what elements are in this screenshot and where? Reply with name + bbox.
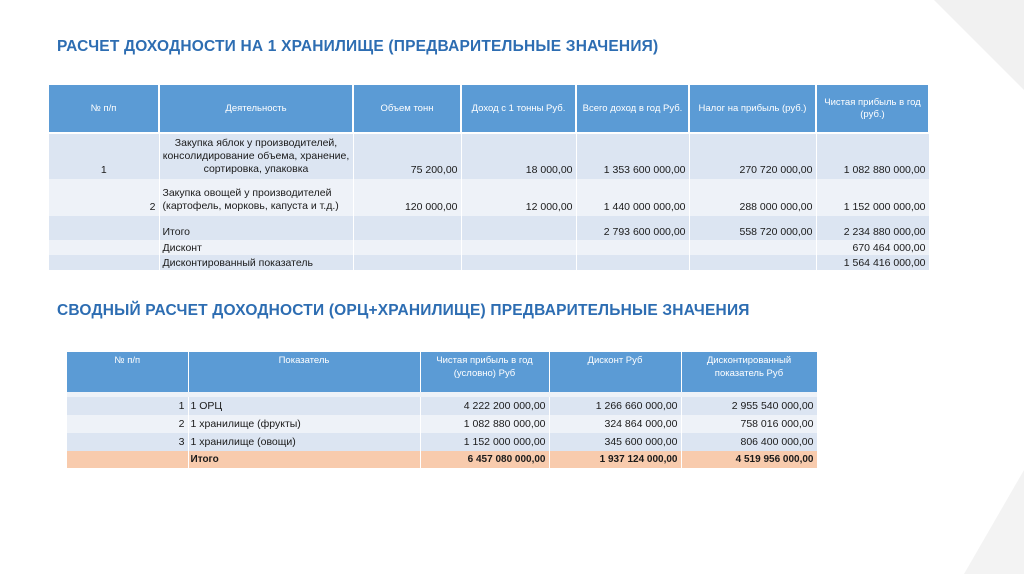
- tax-cell: 270 720 000,00: [689, 133, 816, 179]
- header-cell: Объем тонн: [353, 85, 461, 133]
- summary-table: [67, 352, 818, 468]
- total-label: Итого: [188, 451, 420, 468]
- discounted-row: [49, 255, 929, 270]
- total-row: [49, 216, 929, 240]
- header-cell: № п/п: [67, 352, 188, 392]
- table-header-row: [49, 85, 929, 133]
- indicator-cell: 1 хранилище (овощи): [188, 433, 420, 451]
- total-income-cell: 2 793 600 000,00: [576, 216, 689, 240]
- indicator-cell: 1 ОРЦ: [188, 397, 420, 415]
- volume-cell: 120 000,00: [353, 179, 461, 216]
- header-cell: Дисконт Руб: [549, 352, 681, 392]
- total-income-cell: 1 353 600 000,00: [576, 133, 689, 179]
- header-cell: Доход с 1 тонны Руб.: [461, 85, 576, 133]
- table-row: [67, 415, 817, 433]
- discount-row: [49, 240, 929, 255]
- profit-cell: 4 222 200 000,00: [420, 397, 549, 415]
- header-cell: Всего доход в год Руб.: [576, 85, 689, 133]
- slide-title-2: СВОДНЫЙ РАСЧЕТ ДОХОДНОСТИ (ОРЦ+ХРАНИЛИЩЕ) ПРЕДВАРИТЕЛЬНЫЕ ЗНАЧЕНИЯ: [57, 302, 750, 319]
- header-cell: Деятельность: [159, 85, 353, 133]
- row-number: 2: [67, 415, 188, 433]
- profit-cell: 1 152 000 000,00: [420, 433, 549, 451]
- activity-cell: Закупка овощей у производителей (картофель, морковь, капуста и т.д.): [159, 179, 353, 216]
- discounted-value: 1 564 416 000,00: [816, 255, 929, 270]
- table-row: [49, 133, 929, 179]
- net-profit-cell: 1 152 000 000,00: [816, 179, 929, 216]
- slide-title-1: РАСЧЕТ ДОХОДНОСТИ НА 1 ХРАНИЛИЩЕ (ПРЕДВАРИТЕЛЬНЫЕ ЗНАЧЕНИЯ): [57, 38, 659, 55]
- header-cell: Налог на прибыль (руб.): [689, 85, 816, 133]
- header-cell: Дисконтированный показатель Руб: [681, 352, 817, 392]
- header-cell: Показатель: [188, 352, 420, 392]
- discount-label: Дисконт: [159, 240, 353, 255]
- storage-profit-table: [49, 85, 930, 270]
- activity-cell: Закупка яблок у производителей, консолидирование объема, хранение, сортировка, упаковка: [159, 133, 353, 179]
- discount-value: 670 464 000,00: [816, 240, 929, 255]
- discounted-cell: 4 519 956 000,00: [681, 451, 817, 468]
- header-cell: Чистая прибыль в год (руб.): [816, 85, 929, 133]
- tax-cell: 288 000 000,00: [689, 179, 816, 216]
- table-row: [49, 179, 929, 216]
- table-row: [67, 433, 817, 451]
- profit-cell: 1 082 880 000,00: [420, 415, 549, 433]
- profit-cell: 6 457 080 000,00: [420, 451, 549, 468]
- header-cell: Чистая прибыль в год (условно) Руб: [420, 352, 549, 392]
- discount-cell: 324 864 000,00: [549, 415, 681, 433]
- discounted-cell: 806 400 000,00: [681, 433, 817, 451]
- discounted-cell: 2 955 540 000,00: [681, 397, 817, 415]
- header-cell: № п/п: [49, 85, 159, 133]
- row-number: 3: [67, 433, 188, 451]
- net-profit-cell: 1 082 880 000,00: [816, 133, 929, 179]
- income-per-ton-cell: 12 000,00: [461, 179, 576, 216]
- discounted-label: Дисконтированный показатель: [159, 255, 353, 270]
- row-number: 1: [67, 397, 188, 415]
- discount-cell: 1 266 660 000,00: [549, 397, 681, 415]
- table-header-row: [67, 352, 817, 392]
- net-profit-cell: 2 234 880 000,00: [816, 216, 929, 240]
- volume-cell: 75 200,00: [353, 133, 461, 179]
- income-per-ton-cell: 18 000,00: [461, 133, 576, 179]
- total-row: [67, 451, 817, 468]
- row-number: 1: [49, 133, 159, 179]
- discount-cell: 1 937 124 000,00: [549, 451, 681, 468]
- discounted-cell: 758 016 000,00: [681, 415, 817, 433]
- tax-cell: 558 720 000,00: [689, 216, 816, 240]
- indicator-cell: 1 хранилище (фрукты): [188, 415, 420, 433]
- table-row: [67, 397, 817, 415]
- row-number: 2: [49, 179, 159, 216]
- discount-cell: 345 600 000,00: [549, 433, 681, 451]
- total-label: Итого: [159, 216, 353, 240]
- total-income-cell: 1 440 000 000,00: [576, 179, 689, 216]
